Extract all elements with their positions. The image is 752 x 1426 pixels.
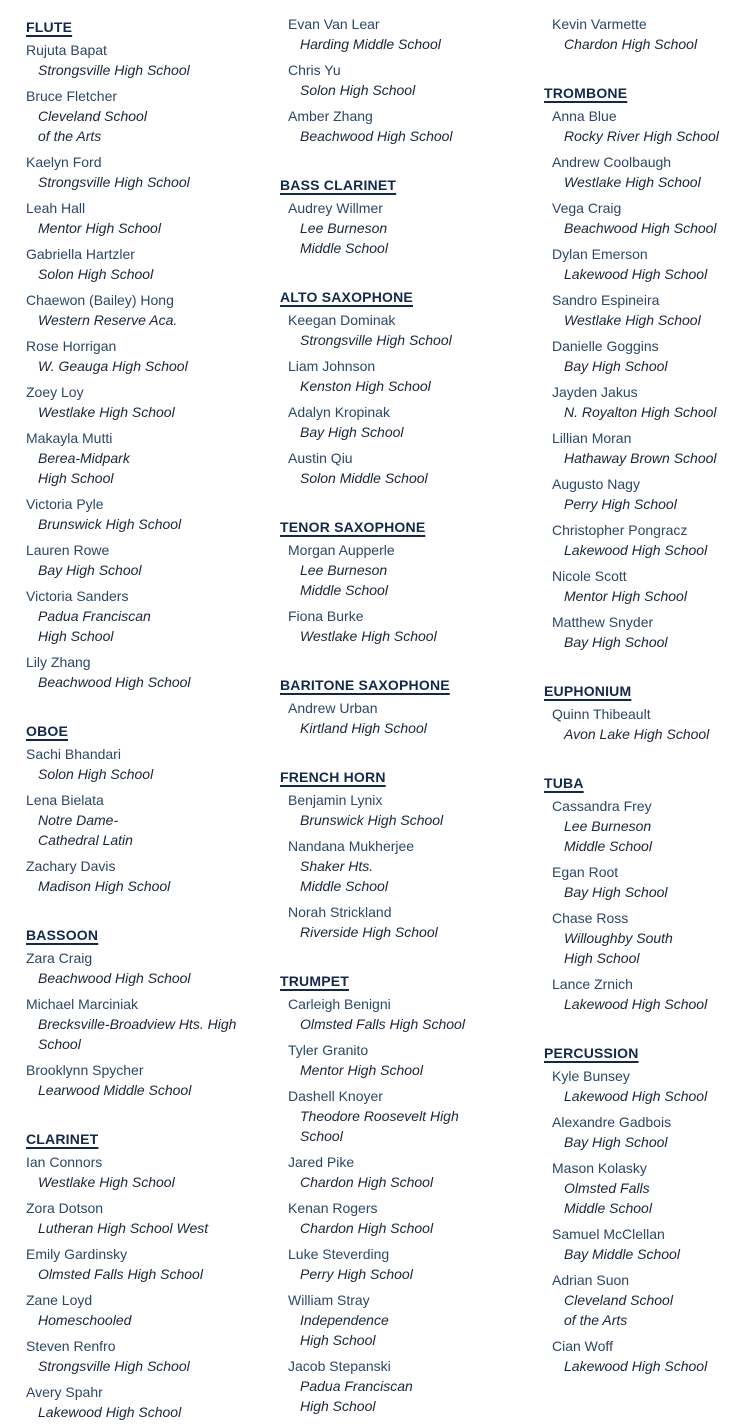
school-name: Olmsted Falls Middle School (564, 1180, 652, 1216)
school-name: Westlake High School (564, 312, 701, 328)
roster-entry (26, 1152, 266, 1192)
roster-entry (26, 1382, 266, 1422)
school-name: Beachwood High School (38, 970, 191, 986)
instrument-section (280, 258, 540, 488)
school-name: Strongsville High School (300, 332, 452, 348)
roster-entry (280, 1086, 540, 1146)
student-name: Alexandre Gadbois (552, 1114, 672, 1130)
roster-entry (26, 1244, 266, 1284)
roster-entry (280, 1040, 540, 1080)
school-name: Lakewood High School (564, 542, 708, 558)
school-name: Padua Franciscan High School (38, 608, 151, 644)
student-name: Sachi Bhandari (26, 746, 121, 762)
school-name: Westlake High School (38, 404, 175, 420)
school-name: Bay High School (564, 634, 668, 650)
school-name: Bay Middle School (564, 1246, 680, 1262)
roster-entry (280, 1152, 540, 1192)
roster-entry (544, 974, 749, 1014)
roster-entry (26, 1060, 266, 1100)
school-name: Lakewood High School (38, 1404, 182, 1420)
section-heading: BARITONE SAXOPHONE (280, 677, 450, 693)
school-name: Western Reserve Aca. (38, 312, 178, 328)
section-spacer (280, 258, 540, 284)
student-name: Quinn Thibeault (552, 706, 651, 722)
school-name: Perry High School (564, 496, 677, 512)
student-name: Lillian Moran (552, 430, 632, 446)
instrument-section (544, 652, 749, 744)
student-name: Emily Gardinsky (26, 1246, 128, 1262)
instrument-section (280, 646, 540, 738)
student-name: Nicole Scott (552, 568, 627, 584)
roster-entry (544, 1270, 749, 1330)
student-name: Adrian Suon (552, 1272, 630, 1288)
student-name: Lena Bielata (26, 792, 104, 808)
section-heading: EUPHONIUM (544, 683, 632, 699)
student-name: Nandana Mukherjee (288, 838, 415, 854)
instrument-section (26, 1100, 266, 1422)
roster-entry (544, 704, 749, 744)
roster-entry (26, 948, 266, 988)
student-name: Andrew Urban (288, 700, 378, 716)
school-name: Solon High School (300, 82, 416, 98)
student-name: Brooklynn Spycher (26, 1062, 144, 1078)
school-name: Lee Burneson Middle School (300, 220, 388, 256)
roster-entry (26, 198, 266, 238)
student-name: Rose Horrigan (26, 338, 117, 354)
instrument-section (280, 942, 540, 1416)
school-name: Padua Franciscan High School (300, 1378, 413, 1414)
roster-entry (544, 198, 749, 238)
student-name: Jacob Stepanski (288, 1358, 391, 1374)
instrument-section (280, 488, 540, 646)
roster-entry (280, 1198, 540, 1238)
roster-entry (544, 566, 749, 606)
school-name: Lakewood High School (564, 1088, 708, 1104)
student-name: Danielle Goggins (552, 338, 659, 354)
school-name: Kenston High School (300, 378, 431, 394)
student-name: Zara Craig (26, 950, 93, 966)
roster-entry (26, 1290, 266, 1330)
roster-entry (26, 494, 266, 534)
student-name: Makayla Mutti (26, 430, 113, 446)
school-name: Solon Middle School (300, 470, 428, 486)
roster-entry (26, 856, 266, 896)
roster-entry (280, 1356, 540, 1416)
school-name: Mentor High School (38, 220, 161, 236)
school-name: Olmsted Falls High School (38, 1266, 203, 1282)
roster-entry (544, 520, 749, 560)
school-name: Westlake High School (38, 1174, 175, 1190)
student-name: Zane Loyd (26, 1292, 93, 1308)
instrument-section (280, 738, 540, 942)
roster-entry (544, 1158, 749, 1218)
section-heading: BASS CLARINET (280, 177, 397, 193)
school-name: Mentor High School (564, 588, 687, 604)
school-name: Chardon High School (564, 36, 698, 52)
school-name: Beachwood High School (38, 674, 191, 690)
student-name: Benjamin Lynix (288, 792, 383, 808)
instrument-section (544, 54, 749, 652)
school-name: Cleveland School of the Arts (38, 108, 147, 144)
school-name: Theodore Roosevelt High School (300, 1108, 459, 1144)
school-name: Brecksville-Broadview Hts. High School (38, 1016, 237, 1052)
school-name: Willoughby South High School (564, 930, 673, 966)
student-name: William Stray (288, 1292, 370, 1308)
student-name: Steven Renfro (26, 1338, 116, 1354)
roster-entry (544, 908, 749, 968)
school-name: Westlake High School (564, 174, 701, 190)
school-name: Lutheran High School West (38, 1220, 209, 1236)
student-name: Ian Connors (26, 1154, 103, 1170)
school-name: Brunswick High School (38, 516, 182, 532)
student-name: Gabriella Hartzler (26, 246, 135, 262)
student-name: Michael Marciniak (26, 996, 139, 1012)
roster-entry (280, 540, 540, 600)
school-name: Lakewood High School (564, 1358, 708, 1374)
school-name: Strongsville High School (38, 174, 190, 190)
roster-entry (544, 106, 749, 146)
roster-entry (26, 744, 266, 784)
student-name: Kenan Rogers (288, 1200, 378, 1216)
roster-entry (544, 474, 749, 514)
instrument-section (26, 692, 266, 896)
section-spacer (544, 744, 749, 770)
student-name: Jayden Jakus (552, 384, 638, 400)
roster-entry (26, 40, 266, 80)
school-name: Strongsville High School (38, 62, 190, 78)
student-name: Zoey Loy (26, 384, 84, 400)
section-spacer (280, 488, 540, 514)
roster-entry (280, 14, 540, 54)
school-name: Harding Middle School (300, 36, 441, 52)
student-name: Tyler Granito (288, 1042, 369, 1058)
student-name: Andrew Coolbaugh (552, 154, 672, 170)
roster-entry (544, 382, 749, 422)
student-name: Sandro Espineira (552, 292, 660, 308)
school-name: Strongsville High School (38, 1358, 190, 1374)
section-heading: BASSOON (26, 927, 99, 943)
student-name: Norah Strickland (288, 904, 392, 920)
roster-entry (280, 198, 540, 258)
school-name: Riverside High School (300, 924, 438, 940)
student-name: Lily Zhang (26, 654, 91, 670)
school-name: Hathaway Brown School (564, 450, 717, 466)
school-name: Chardon High School (300, 1220, 434, 1236)
student-name: Kaelyn Ford (26, 154, 102, 170)
school-name: W. Geauga High School (38, 358, 188, 374)
student-name: Fiona Burke (288, 608, 364, 624)
section-spacer (26, 896, 266, 922)
school-name: Chardon High School (300, 1174, 434, 1190)
student-name: Audrey Willmer (288, 200, 383, 216)
roster-entry (26, 1198, 266, 1238)
roster-column-1 (26, 14, 266, 1422)
student-name: Matthew Snyder (552, 614, 654, 630)
section-heading: ALTO SAXOPHONE (280, 289, 413, 305)
student-name: Chaewon (Bailey) Hong (26, 292, 174, 308)
school-name: Bay High School (38, 562, 142, 578)
school-name: Brunswick High School (300, 812, 444, 828)
section-spacer (26, 1100, 266, 1126)
school-name: Lakewood High School (564, 266, 708, 282)
student-name: Keegan Dominak (288, 312, 396, 328)
roster-entry (280, 606, 540, 646)
instrument-section (26, 896, 266, 1100)
section-spacer (280, 646, 540, 672)
school-name: Madison High School (38, 878, 171, 894)
roster-entry (26, 586, 266, 646)
roster-entry (544, 152, 749, 192)
student-name: Cassandra Frey (552, 798, 652, 814)
school-name: Bay High School (564, 1134, 668, 1150)
roster-entry (280, 790, 540, 830)
school-name: Mentor High School (300, 1062, 423, 1078)
school-name: Bay High School (564, 884, 668, 900)
student-name: Liam Johnson (288, 358, 376, 374)
school-name: Solon High School (38, 266, 154, 282)
roster-column-3 (544, 14, 749, 1376)
student-name: Samuel McClellan (552, 1226, 665, 1242)
section-spacer (280, 738, 540, 764)
instrument-section (280, 14, 540, 146)
roster-entry (280, 356, 540, 396)
school-name: Independence High School (300, 1312, 389, 1348)
school-name: Shaker Hts. Middle School (300, 858, 388, 894)
student-name: Chris Yu (288, 62, 341, 78)
student-name: Chase Ross (552, 910, 629, 926)
roster-entry (280, 902, 540, 942)
roster-entry (26, 790, 266, 850)
roster-entry (26, 244, 266, 284)
roster-entry (26, 290, 266, 330)
roster-entry (544, 14, 749, 54)
roster-entry (280, 836, 540, 896)
student-name: Bruce Fletcher (26, 88, 118, 104)
roster-entry (26, 540, 266, 580)
roster-entry (26, 994, 266, 1054)
instrument-section (544, 14, 749, 54)
student-name: Kevin Varmette (552, 16, 647, 32)
section-heading: TROMBONE (544, 85, 628, 101)
school-name: Beachwood High School (300, 128, 453, 144)
school-name: Learwood Middle School (38, 1082, 192, 1098)
student-name: Morgan Aupperle (288, 542, 395, 558)
school-name: N. Royalton High School (564, 404, 717, 420)
student-name: Augusto Nagy (552, 476, 640, 492)
roster-entry (280, 448, 540, 488)
school-name: Rocky River High School (564, 128, 719, 144)
student-name: Zora Dotson (26, 1200, 104, 1216)
school-name: Lakewood High School (564, 996, 708, 1012)
section-heading: PERCUSSION (544, 1045, 639, 1061)
roster-entry (544, 796, 749, 856)
section-spacer (544, 54, 749, 80)
instrument-section (544, 744, 749, 1014)
instrument-section (280, 146, 540, 258)
student-name: Christopher Pongracz (552, 522, 688, 538)
section-heading: CLARINET (26, 1131, 99, 1147)
roster-entry (544, 1066, 749, 1106)
roster-column-2 (280, 14, 540, 1416)
section-spacer (280, 942, 540, 968)
section-spacer (544, 1014, 749, 1040)
roster-entry (280, 698, 540, 738)
school-name: Avon Lake High School (564, 726, 710, 742)
roster-entry (544, 290, 749, 330)
student-name: Jared Pike (288, 1154, 355, 1170)
roster-entry (544, 336, 749, 376)
roster-entry (280, 60, 540, 100)
school-name: Olmsted Falls High School (300, 1016, 465, 1032)
roster-entry (544, 1224, 749, 1264)
student-name: Evan Van Lear (288, 16, 380, 32)
section-spacer (544, 652, 749, 678)
section-heading: FRENCH HORN (280, 769, 386, 785)
student-name: Zachary Davis (26, 858, 116, 874)
student-name: Victoria Pyle (26, 496, 104, 512)
school-name: Bay High School (564, 358, 668, 374)
roster-entry (280, 402, 540, 442)
roster-entry (280, 106, 540, 146)
student-name: Egan Root (552, 864, 619, 880)
roster-entry (544, 862, 749, 902)
roster-entry (544, 1112, 749, 1152)
roster-entry (26, 152, 266, 192)
instrument-section (544, 1014, 749, 1376)
roster-entry (280, 310, 540, 350)
roster-entry (544, 428, 749, 468)
student-name: Cian Woff (552, 1338, 613, 1354)
section-heading: OBOE (26, 723, 69, 739)
roster-entry (26, 1336, 266, 1376)
school-name: Westlake High School (300, 628, 437, 644)
school-name: Lee Burneson Middle School (564, 818, 652, 854)
section-heading: FLUTE (26, 19, 73, 35)
school-name: Lee Burneson Middle School (300, 562, 388, 598)
student-name: Carleigh Benigni (288, 996, 391, 1012)
student-name: Dashell Knoyer (288, 1088, 383, 1104)
school-name: Beachwood High School (564, 220, 717, 236)
roster-entry (26, 428, 266, 488)
student-name: Lance Zrnich (552, 976, 633, 992)
student-name: Lauren Rowe (26, 542, 110, 558)
student-name: Adalyn Kropinak (288, 404, 390, 420)
roster-entry (26, 336, 266, 376)
school-name: Solon High School (38, 766, 154, 782)
roster-entry (280, 1244, 540, 1284)
school-name: Perry High School (300, 1266, 413, 1282)
roster-entry (544, 612, 749, 652)
roster-entry (26, 382, 266, 422)
student-name: Vega Craig (552, 200, 622, 216)
school-name: Cleveland School of the Arts (564, 1292, 673, 1328)
section-heading: TUBA (544, 775, 584, 791)
student-name: Luke Steverding (288, 1246, 390, 1262)
roster-entry (280, 1290, 540, 1350)
student-name: Amber Zhang (288, 108, 373, 124)
student-name: Dylan Emerson (552, 246, 648, 262)
school-name: Bay High School (300, 424, 404, 440)
roster-entry (544, 244, 749, 284)
roster-entry (280, 994, 540, 1034)
section-spacer (26, 692, 266, 718)
school-name: Homeschooled (38, 1312, 132, 1328)
student-name: Kyle Bunsey (552, 1068, 630, 1084)
student-name: Anna Blue (552, 108, 617, 124)
section-heading: TRUMPET (280, 973, 350, 989)
school-name: Notre Dame- Cathedral Latin (38, 812, 133, 848)
instrument-section (26, 14, 266, 692)
roster-entry (544, 1336, 749, 1376)
section-heading: TENOR SAXOPHONE (280, 519, 426, 535)
school-name: Kirtland High School (300, 720, 427, 736)
student-name: Mason Kolasky (552, 1160, 647, 1176)
roster-entry (26, 652, 266, 692)
student-name: Avery Spahr (26, 1384, 103, 1400)
student-name: Victoria Sanders (26, 588, 129, 604)
section-spacer (280, 146, 540, 172)
roster-entry (26, 86, 266, 146)
student-name: Rujuta Bapat (26, 42, 107, 58)
student-name: Austin Qiu (288, 450, 353, 466)
school-name: Berea-Midpark High School (38, 450, 130, 486)
student-name: Leah Hall (26, 200, 86, 216)
